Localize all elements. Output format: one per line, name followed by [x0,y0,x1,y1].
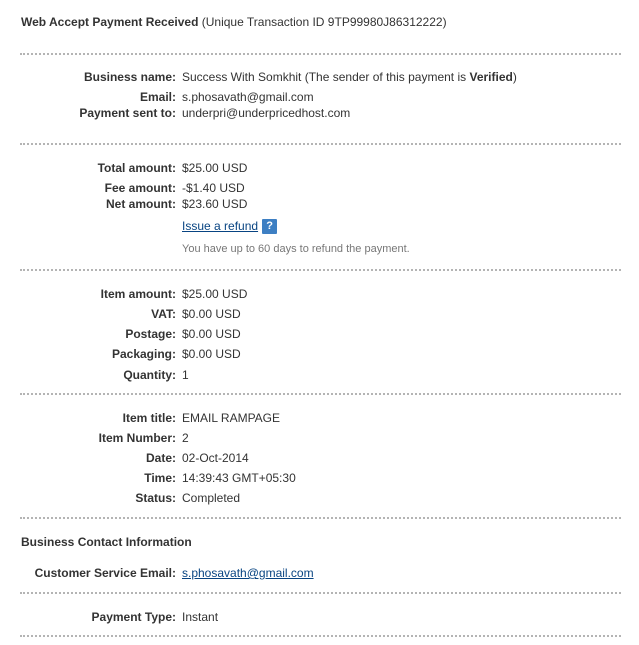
quantity-label: Quantity: [123,368,176,382]
item-amount-value: $25.00 USD [182,287,248,301]
page-header [21,15,447,29]
payment-sent-to-value: underpri@underpricedhost.com [182,106,351,120]
fee-amount-label: Fee amount: [104,181,176,195]
fee-amount-value: -$1.40 USD [182,181,245,195]
status-value: Completed [182,491,241,505]
status-label: Status: [135,491,176,505]
total-amount-value: $25.00 USD [182,161,248,175]
customer-service-email-label: Customer Service Email: [34,566,176,580]
postage-label: Postage: [125,327,176,341]
net-amount-label: Net amount: [106,197,176,211]
divider [20,143,621,145]
refund-row [182,219,277,234]
item-title-label: Item title: [122,411,176,425]
vat-label: VAT: [151,307,176,321]
sender-note-suffix: ) [512,70,517,84]
business-name-text: Success With Somkhit [182,70,302,84]
item-amount-label: Item amount: [100,287,176,301]
time-label: Time: [144,471,176,485]
quantity-value: 1 [182,368,189,382]
refund-note: You have up to 60 days to refund the payment. [182,243,410,255]
date-label: Date: [145,451,176,465]
payment-type-label: Payment Type: [91,610,176,624]
divider [20,635,621,637]
issue-refund-link[interactable]: Issue a refund [182,219,259,233]
item-number-label: Item Number: [98,431,176,445]
email-value: s.phosavath@gmail.com [182,90,314,104]
transaction-id: (Unique Transaction ID 9TP99980J86312222) [201,15,447,29]
divider [20,53,621,55]
page-title: Web Accept Payment Received [21,15,199,29]
divider [20,517,621,519]
business-name-label: Business name: [83,70,176,84]
divider [20,393,621,395]
net-amount-value: $23.60 USD [182,197,248,211]
date-value: 02-Oct-2014 [182,451,249,465]
sender-verified-status: Verified [469,70,513,84]
item-number-value: 2 [182,431,189,445]
sender-note-prefix: (The sender of this payment is [304,70,467,84]
payment-type-value: Instant [182,610,219,624]
time-value: 14:39:43 GMT+05:30 [182,471,296,485]
customer-service-email-link[interactable]: s.phosavath@gmail.com [182,566,314,580]
vat-value: $0.00 USD [182,307,241,321]
payment-sent-to-label: Payment sent to: [79,106,176,120]
email-label: Email: [139,90,176,104]
help-icon[interactable]: ? [262,219,277,234]
total-amount-label: Total amount: [97,161,176,175]
business-name-value [182,70,517,84]
packaging-value: $0.00 USD [182,347,241,361]
divider [20,269,621,271]
item-title-value: EMAIL RAMPAGE [182,411,281,425]
customer-service-email-value [182,566,314,580]
packaging-label: Packaging: [111,347,176,361]
contact-heading: Business Contact Information [21,535,192,549]
divider [20,592,621,594]
postage-value: $0.00 USD [182,327,241,341]
